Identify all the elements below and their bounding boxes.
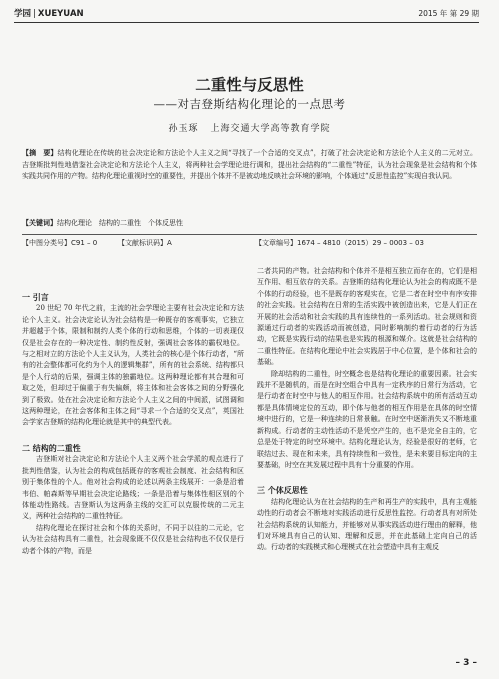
author-line (0, 121, 499, 134)
meta-divider (22, 234, 477, 235)
abstract-label: 【摘 要】 (22, 149, 58, 157)
right-paragraph-2: 除却结构的二重性，时空概念也是结构化理论的重要因素。社会实践并不是随机的，而是在时空组合中具有一定秩序的日常行为活动，它是行动者在时空中与他人的相互作用。社会结构系统中的所有活动互动都是具体情境定位的互动，即个体与他者的相互作用是在具体的时空情境中进行的，它是一种连续的日常景触。在时空中逐渐消失又不断地重新构成。行动者的主动性活动不是凭空产生的，也不是完全自主的，它总是处于特定的时空环境中。结构化理论认为，经验是很好的老师，它联结过去、现在和未来，具有持续性和一致性，是未来要目标定向的主要基础，时空在其发展过程中具有十分重要的作用。 (257, 369, 477, 469)
journal-header (14, 7, 84, 19)
author-affiliation: 上海交通大学高等教育学院 (210, 124, 331, 134)
keywords-text: 结构化理论 结构的二重性 个体反思性 (57, 219, 183, 227)
document-code: 【文献标识码】A (118, 239, 172, 247)
abstract-text: 结构化理论在传统的社会决定论和方法论个人主义之间“寻找了一个合适的交叉点”，打破了社会决定论和方法论个人主义的二元对立。吉登斯批判性地借鉴社会决定论和方法论个人主义，将两种社会学理论进行调和，提出社会结构的“二重性”特征，认为社会现象是社会结构和个体实践共同作用的产物。结构化理论重视时空的重要性，并提出个体并不是被动地反映社会环境的影响，个体通过“反思性监控”实现自我认同。 (22, 149, 478, 181)
keywords-label: 【关键词】 (22, 219, 57, 227)
header-separator: | (33, 9, 36, 19)
right-paragraph-1: 二者共同的产物。社会结构和个体并不是相互独立而存在的，它们是相互作用、相互依存的关系。吉登斯的结构化理论认为社会的构成既不是个体的行动经验，也不是既存的客观实在，它是二者在时空中有序安排的社会实践。社会结构在日常的生活实践中被创造出来，它是人们正在开展的社会活动和社会实践的具有连续性的一系列活动。社会规则和资源通过行动者的实践活动而被创造，同时影响制约着行动者的行为活动，它既是实践行动的结果也是实践的根源和媒介。这就是社会结构的二重性特征。在结构化理论中社会实践居于中心位置，是个体和社会的基础。 (257, 267, 477, 367)
right-column (257, 266, 477, 554)
article-title: 二重性与反思性 (195, 76, 304, 94)
section-1-paragraph: 20 世纪 70 年代之前，主流的社会学理论主要有社会决定论和方法论个人主义。社会决定论认为社会结构是一种既存的客观事实，它独立并超越于个体，限制和制约人类个体的行动和思维，个体的一切表现仅仅是社会存在的一种决定性、制约性反射，强调社会客体的霸权地位。与之相对立的方法论个人主义认为，人类社会的核心是个体行动者，“所有的社会整体都可化约为个人的逻辑集群”，所有的社会系统、结构都只是个人行动的后果，强调主体的独霸地位。这两种理论都有其合理和可取之处，但却过于偏重于有失偏颇，将主体和社会客体之间的分野强化到了极致。处在社会决定论和方法论个人主义之间的中间派，试图调和这两种理论，在社会客体和主体之间“寻求一个合适的交叉点”，英国社会学家吉登斯的结构化理论就是其中的典型代表。 (22, 304, 244, 427)
journal-name: 学园 (14, 9, 32, 19)
page-number: – 3 – (455, 658, 477, 668)
article-subtitle: ——对吉登斯结构化理论的一点思考 (153, 97, 346, 111)
issue-label: 2015 年 第 29 期 (418, 9, 479, 18)
journal-name-en: XUEYUAN (37, 9, 84, 19)
article-number: 【文章编号】1674 – 4810（2015）29 – 0003 – 03 (255, 239, 424, 247)
keywords (22, 218, 477, 228)
section-3-heading: 三 个体反思性 (257, 486, 308, 496)
section-1-heading: 一 引言 (22, 293, 49, 302)
author-name: 孙玉琢 (168, 124, 199, 134)
abstract (22, 148, 477, 183)
section-2-heading: 二 结构的二重性 (22, 443, 81, 453)
section-3-paragraph: 结构化理论认为在社会结构的生产和再生产的实践中，具有主观能动性的行动者会不断地对实践活动进行反思性监控。行动者具有对所处社会结构系统的认知能力，并能够对从事实践活动进行理由的解释，他们对环境具有自己的认知、理解和反思，并在此基础上定向自己的活动。行动者的实践模式和心理模式在社会塑造中具有主观反 (257, 497, 477, 552)
header-rule (14, 22, 479, 23)
section-2-paragraph-2: 结构化理论在探讨社会和个体的关系时，不同于以往的二元论，它认为社会结构具有二重性，社会现象既不仅仅是社会结构也不仅仅是行动者个体的产物，而是 (22, 523, 244, 555)
left-column (22, 292, 244, 557)
section-2-paragraph-1: 吉登斯对社会决定论和方法论个人主义两个社会学派的观点进行了批判性借鉴，认为社会的构成包括既存的客观社会制度、社会结构和区别于集体性的个人。他对社会构成的论述以两条主线展开：一条是沿着韦伯、帕森斯等早期社会决定论路线；一条是沿着与集体性相区别的个体能动性路线。吉登斯认为这两条主线的交汇可以克服传统的二元主义，两种社会结构的二重性特征。 (22, 455, 244, 521)
clc-number: 【中图分类号】C91 – 0 (22, 239, 98, 247)
